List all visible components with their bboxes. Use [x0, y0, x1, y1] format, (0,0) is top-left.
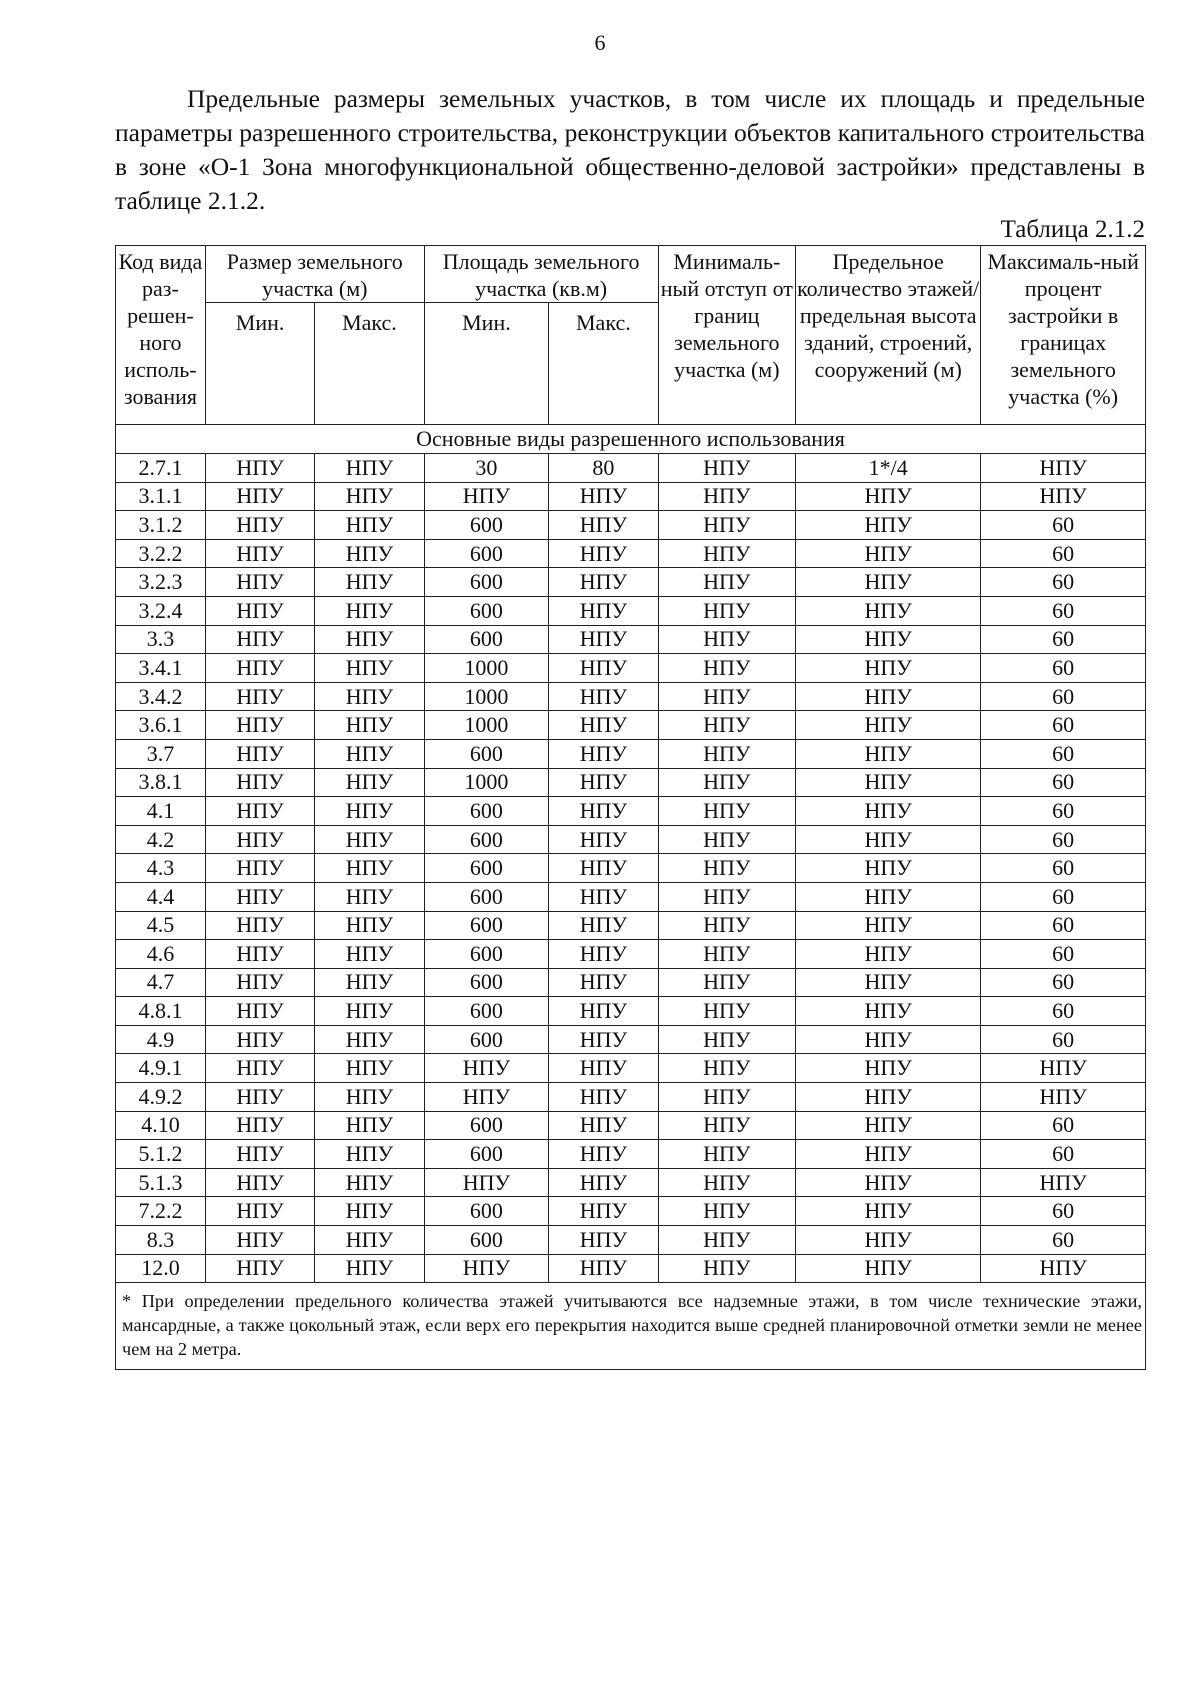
- table-body: [116, 425, 1146, 1283]
- header-row-main: [116, 246, 1146, 303]
- table-row: [116, 1111, 1146, 1140]
- table-row: [116, 1054, 1146, 1083]
- header-setback: Минималь-ный отступ от границ земельного участка (м): [658, 246, 796, 425]
- cell-size-max: НПУ: [315, 1168, 424, 1197]
- cell-setback: НПУ: [658, 968, 796, 997]
- cell-size-max: НПУ: [315, 654, 424, 683]
- cell-area-max: НПУ: [549, 711, 658, 740]
- cell-area-max: НПУ: [549, 596, 658, 625]
- cell-floors: НПУ: [796, 739, 981, 768]
- cell-code: 4.5: [116, 911, 206, 940]
- cell-area-min: 600: [424, 625, 549, 654]
- cell-setback: НПУ: [658, 739, 796, 768]
- table-row: [116, 797, 1146, 826]
- cell-size-max: НПУ: [315, 511, 424, 540]
- cell-coverage: 60: [981, 539, 1146, 568]
- cell-code: 3.2.3: [116, 568, 206, 597]
- table-row: [116, 682, 1146, 711]
- cell-area-max: НПУ: [549, 797, 658, 826]
- cell-area-max: НПУ: [549, 1226, 658, 1255]
- table-footnote: * При определении предельного количества этажей учитываются все надземные этажи, в том числе технические этажи, мансардные, а также цокольный этаж, если верх его перекрытия находится выше средней планировочной отметки земли не менее чем на 2 метра.: [116, 1283, 1146, 1370]
- cell-setback: НПУ: [658, 454, 796, 483]
- cell-code: 3.2.2: [116, 539, 206, 568]
- cell-area-min: НПУ: [424, 1254, 549, 1283]
- cell-setback: НПУ: [658, 882, 796, 911]
- header-code: Код вида раз-решен-ного исполь-зования: [116, 246, 206, 425]
- cell-setback: НПУ: [658, 1140, 796, 1169]
- cell-floors: НПУ: [796, 797, 981, 826]
- cell-coverage: 60: [981, 625, 1146, 654]
- cell-floors: НПУ: [796, 1111, 981, 1140]
- table-row: [116, 882, 1146, 911]
- cell-size-max: НПУ: [315, 1025, 424, 1054]
- cell-setback: НПУ: [658, 997, 796, 1026]
- header-plot-size-min: Мин.: [205, 303, 314, 425]
- cell-area-max: НПУ: [549, 1025, 658, 1054]
- header-plot-size-max: Макс.: [315, 303, 424, 425]
- cell-setback: НПУ: [658, 1111, 796, 1140]
- cell-area-min: 600: [424, 997, 549, 1026]
- cell-area-min: 600: [424, 911, 549, 940]
- cell-area-max: НПУ: [549, 539, 658, 568]
- cell-area-min: 600: [424, 1197, 549, 1226]
- cell-size-min: НПУ: [205, 1054, 314, 1083]
- table-row: [116, 1025, 1146, 1054]
- cell-setback: НПУ: [658, 1025, 796, 1054]
- table-row: [116, 968, 1146, 997]
- cell-floors: НПУ: [796, 825, 981, 854]
- cell-area-max: НПУ: [549, 1054, 658, 1083]
- cell-size-min: НПУ: [205, 596, 314, 625]
- header-coverage: Максималь-ный процент застройки в границах земельного участка (%): [981, 246, 1146, 425]
- cell-floors: НПУ: [796, 768, 981, 797]
- cell-floors: НПУ: [796, 911, 981, 940]
- table-row: [116, 768, 1146, 797]
- cell-size-max: НПУ: [315, 1054, 424, 1083]
- cell-area-max: НПУ: [549, 682, 658, 711]
- cell-area-max: НПУ: [549, 1083, 658, 1112]
- cell-area-min: 1000: [424, 768, 549, 797]
- cell-area-min: НПУ: [424, 1054, 549, 1083]
- cell-size-min: НПУ: [205, 1140, 314, 1169]
- cell-size-min: НПУ: [205, 997, 314, 1026]
- cell-floors: НПУ: [796, 1025, 981, 1054]
- cell-code: 3.7: [116, 739, 206, 768]
- cell-coverage: 60: [981, 1025, 1146, 1054]
- cell-coverage: 60: [981, 739, 1146, 768]
- cell-area-max: НПУ: [549, 739, 658, 768]
- cell-setback: НПУ: [658, 682, 796, 711]
- cell-size-max: НПУ: [315, 1197, 424, 1226]
- cell-size-max: НПУ: [315, 1140, 424, 1169]
- cell-code: 3.2.4: [116, 596, 206, 625]
- cell-area-max: НПУ: [549, 625, 658, 654]
- cell-code: 3.1.1: [116, 482, 206, 511]
- cell-setback: НПУ: [658, 568, 796, 597]
- cell-size-max: НПУ: [315, 482, 424, 511]
- table-row: [116, 1168, 1146, 1197]
- cell-size-min: НПУ: [205, 482, 314, 511]
- cell-area-max: 80: [549, 454, 658, 483]
- cell-size-max: НПУ: [315, 454, 424, 483]
- cell-floors: НПУ: [796, 539, 981, 568]
- cell-area-max: НПУ: [549, 768, 658, 797]
- cell-size-min: НПУ: [205, 1197, 314, 1226]
- cell-area-min: 600: [424, 1111, 549, 1140]
- table-row: [116, 625, 1146, 654]
- cell-area-min: 600: [424, 739, 549, 768]
- table-row: [116, 911, 1146, 940]
- cell-code: 4.9.1: [116, 1054, 206, 1083]
- table-row: [116, 1197, 1146, 1226]
- cell-coverage: 60: [981, 654, 1146, 683]
- cell-coverage: НПУ: [981, 482, 1146, 511]
- cell-code: 3.4.1: [116, 654, 206, 683]
- cell-area-min: 30: [424, 454, 549, 483]
- cell-code: 12.0: [116, 1254, 206, 1283]
- cell-floors: НПУ: [796, 568, 981, 597]
- cell-coverage: НПУ: [981, 1083, 1146, 1112]
- cell-setback: НПУ: [658, 539, 796, 568]
- cell-setback: НПУ: [658, 1054, 796, 1083]
- cell-setback: НПУ: [658, 1083, 796, 1112]
- cell-coverage: 60: [981, 1226, 1146, 1255]
- header-plot-size: Размер земельного участка (м): [205, 246, 424, 303]
- cell-coverage: 60: [981, 1197, 1146, 1226]
- table-row: [116, 482, 1146, 511]
- cell-floors: НПУ: [796, 997, 981, 1026]
- cell-code: 4.6: [116, 940, 206, 969]
- cell-floors: НПУ: [796, 1054, 981, 1083]
- cell-size-min: НПУ: [205, 1083, 314, 1112]
- table-row: [116, 539, 1146, 568]
- table-row: [116, 511, 1146, 540]
- cell-size-min: НПУ: [205, 882, 314, 911]
- cell-size-min: НПУ: [205, 911, 314, 940]
- cell-code: 4.8.1: [116, 997, 206, 1026]
- cell-area-max: НПУ: [549, 1111, 658, 1140]
- cell-code: 4.9.2: [116, 1083, 206, 1112]
- cell-coverage: 60: [981, 682, 1146, 711]
- cell-area-max: НПУ: [549, 825, 658, 854]
- table-row: [116, 596, 1146, 625]
- cell-size-min: НПУ: [205, 625, 314, 654]
- cell-coverage: 60: [981, 1140, 1146, 1169]
- cell-coverage: НПУ: [981, 1168, 1146, 1197]
- cell-code: 4.4: [116, 882, 206, 911]
- cell-floors: НПУ: [796, 1168, 981, 1197]
- cell-area-min: 600: [424, 797, 549, 826]
- cell-coverage: 60: [981, 511, 1146, 540]
- cell-floors: НПУ: [796, 1254, 981, 1283]
- cell-area-max: НПУ: [549, 568, 658, 597]
- cell-coverage: 60: [981, 997, 1146, 1026]
- table-row: [116, 1083, 1146, 1112]
- cell-coverage: 60: [981, 797, 1146, 826]
- cell-size-min: НПУ: [205, 568, 314, 597]
- table-row: [116, 825, 1146, 854]
- cell-size-max: НПУ: [315, 911, 424, 940]
- cell-size-max: НПУ: [315, 739, 424, 768]
- cell-floors: НПУ: [796, 1197, 981, 1226]
- table-row: [116, 568, 1146, 597]
- cell-size-min: НПУ: [205, 539, 314, 568]
- cell-size-min: НПУ: [205, 682, 314, 711]
- cell-area-min: 1000: [424, 654, 549, 683]
- cell-coverage: 60: [981, 854, 1146, 883]
- cell-size-min: НПУ: [205, 1254, 314, 1283]
- cell-setback: НПУ: [658, 911, 796, 940]
- cell-size-min: НПУ: [205, 797, 314, 826]
- cell-code: 2.7.1: [116, 454, 206, 483]
- intro-paragraph: [115, 82, 1145, 218]
- cell-area-min: НПУ: [424, 1083, 549, 1112]
- cell-size-max: НПУ: [315, 797, 424, 826]
- cell-code: 7.2.2: [116, 1197, 206, 1226]
- cell-area-max: НПУ: [549, 511, 658, 540]
- cell-code: 5.1.2: [116, 1140, 206, 1169]
- cell-size-min: НПУ: [205, 1226, 314, 1255]
- cell-area-min: 1000: [424, 711, 549, 740]
- page-number: 6: [594, 30, 606, 55]
- cell-size-max: НПУ: [315, 682, 424, 711]
- cell-size-max: НПУ: [315, 1226, 424, 1255]
- header-plot-area-max: Макс.: [549, 303, 658, 425]
- cell-setback: НПУ: [658, 1226, 796, 1255]
- cell-size-min: НПУ: [205, 854, 314, 883]
- cell-size-min: НПУ: [205, 1111, 314, 1140]
- cell-floors: НПУ: [796, 511, 981, 540]
- cell-size-max: НПУ: [315, 1111, 424, 1140]
- cell-area-max: НПУ: [549, 1254, 658, 1283]
- table-row: [116, 1254, 1146, 1283]
- cell-code: 4.2: [116, 825, 206, 854]
- cell-setback: НПУ: [658, 1168, 796, 1197]
- cell-floors: НПУ: [796, 1083, 981, 1112]
- cell-coverage: 60: [981, 596, 1146, 625]
- cell-area-min: 600: [424, 596, 549, 625]
- cell-size-max: НПУ: [315, 596, 424, 625]
- cell-code: 4.3: [116, 854, 206, 883]
- cell-setback: НПУ: [658, 825, 796, 854]
- cell-area-min: 600: [424, 1140, 549, 1169]
- cell-setback: НПУ: [658, 768, 796, 797]
- cell-size-max: НПУ: [315, 940, 424, 969]
- cell-code: 3.8.1: [116, 768, 206, 797]
- cell-setback: НПУ: [658, 1197, 796, 1226]
- cell-coverage: 60: [981, 882, 1146, 911]
- table-row: [116, 711, 1146, 740]
- cell-size-max: НПУ: [315, 625, 424, 654]
- header-plot-area-min: Мин.: [424, 303, 549, 425]
- cell-size-max: НПУ: [315, 539, 424, 568]
- cell-setback: НПУ: [658, 711, 796, 740]
- cell-size-min: НПУ: [205, 1168, 314, 1197]
- footnote-row: [116, 1283, 1146, 1370]
- cell-size-min: НПУ: [205, 511, 314, 540]
- cell-floors: НПУ: [796, 654, 981, 683]
- intro-text: Предельные размеры земельных участков, в том числе их площадь и предельные параметры разрешенного строительства, реконструкции объектов капитального строительства в зоне «О-1 Зона многофункциональной общественно-деловой застройки» представлены в таблице 2.1.2.: [115, 84, 1145, 215]
- cell-setback: НПУ: [658, 511, 796, 540]
- cell-area-min: 600: [424, 854, 549, 883]
- cell-code: 3.3: [116, 625, 206, 654]
- cell-setback: НПУ: [658, 625, 796, 654]
- cell-setback: НПУ: [658, 596, 796, 625]
- cell-code: 4.7: [116, 968, 206, 997]
- cell-coverage: 60: [981, 825, 1146, 854]
- cell-coverage: НПУ: [981, 1054, 1146, 1083]
- table-caption: Таблица 2.1.2: [1000, 216, 1145, 243]
- cell-area-max: НПУ: [549, 997, 658, 1026]
- cell-floors: НПУ: [796, 596, 981, 625]
- cell-area-min: 600: [424, 882, 549, 911]
- cell-area-min: НПУ: [424, 1168, 549, 1197]
- cell-floors: НПУ: [796, 854, 981, 883]
- cell-area-min: 600: [424, 568, 549, 597]
- cell-size-max: НПУ: [315, 768, 424, 797]
- cell-area-max: НПУ: [549, 1140, 658, 1169]
- cell-coverage: 60: [981, 968, 1146, 997]
- cell-area-min: 600: [424, 539, 549, 568]
- table-row: [116, 654, 1146, 683]
- cell-code: 4.9: [116, 1025, 206, 1054]
- cell-setback: НПУ: [658, 1254, 796, 1283]
- table-row: [116, 997, 1146, 1026]
- cell-code: 3.4.2: [116, 682, 206, 711]
- table-row: [116, 940, 1146, 969]
- cell-size-min: НПУ: [205, 825, 314, 854]
- cell-floors: НПУ: [796, 1140, 981, 1169]
- table-row: [116, 1140, 1146, 1169]
- cell-size-min: НПУ: [205, 711, 314, 740]
- cell-floors: НПУ: [796, 682, 981, 711]
- cell-size-min: НПУ: [205, 940, 314, 969]
- cell-setback: НПУ: [658, 854, 796, 883]
- cell-size-max: НПУ: [315, 568, 424, 597]
- cell-size-max: НПУ: [315, 825, 424, 854]
- cell-area-min: 600: [424, 940, 549, 969]
- cell-coverage: 60: [981, 768, 1146, 797]
- cell-floors: НПУ: [796, 1226, 981, 1255]
- cell-area-max: НПУ: [549, 1168, 658, 1197]
- cell-area-max: НПУ: [549, 882, 658, 911]
- cell-coverage: 60: [981, 940, 1146, 969]
- table-row: [116, 854, 1146, 883]
- cell-setback: НПУ: [658, 940, 796, 969]
- cell-size-min: НПУ: [205, 1025, 314, 1054]
- cell-floors: НПУ: [796, 711, 981, 740]
- cell-size-max: НПУ: [315, 997, 424, 1026]
- table-row: [116, 454, 1146, 483]
- cell-setback: НПУ: [658, 482, 796, 511]
- cell-area-min: 1000: [424, 682, 549, 711]
- cell-area-max: НПУ: [549, 911, 658, 940]
- cell-code: 3.6.1: [116, 711, 206, 740]
- land-parameters-table: [115, 245, 1146, 1370]
- cell-area-min: НПУ: [424, 482, 549, 511]
- cell-coverage: 60: [981, 568, 1146, 597]
- table-container: [115, 245, 1146, 1370]
- cell-area-min: 600: [424, 1226, 549, 1255]
- cell-size-min: НПУ: [205, 654, 314, 683]
- cell-size-max: НПУ: [315, 854, 424, 883]
- cell-coverage: 60: [981, 911, 1146, 940]
- cell-floors: НПУ: [796, 968, 981, 997]
- cell-area-max: НПУ: [549, 968, 658, 997]
- section-row: [116, 425, 1146, 454]
- cell-area-max: НПУ: [549, 940, 658, 969]
- cell-code: 3.1.2: [116, 511, 206, 540]
- cell-size-min: НПУ: [205, 768, 314, 797]
- cell-coverage: НПУ: [981, 454, 1146, 483]
- cell-area-max: НПУ: [549, 1197, 658, 1226]
- cell-code: 4.10: [116, 1111, 206, 1140]
- cell-size-max: НПУ: [315, 1254, 424, 1283]
- section-label: Основные виды разрешенного использования: [116, 425, 1146, 454]
- cell-area-min: 600: [424, 1025, 549, 1054]
- cell-area-max: НПУ: [549, 854, 658, 883]
- cell-size-max: НПУ: [315, 711, 424, 740]
- cell-area-min: 600: [424, 825, 549, 854]
- cell-code: 8.3: [116, 1226, 206, 1255]
- cell-size-max: НПУ: [315, 1083, 424, 1112]
- cell-coverage: НПУ: [981, 1254, 1146, 1283]
- cell-size-min: НПУ: [205, 454, 314, 483]
- cell-setback: НПУ: [658, 654, 796, 683]
- cell-floors: НПУ: [796, 882, 981, 911]
- cell-floors: НПУ: [796, 625, 981, 654]
- header-floors: Предельное количество этажей/ предельная высота зданий, строений, сооружений (м): [796, 246, 981, 425]
- cell-area-max: НПУ: [549, 654, 658, 683]
- table-row: [116, 739, 1146, 768]
- cell-code: 4.1: [116, 797, 206, 826]
- cell-floors: НПУ: [796, 940, 981, 969]
- cell-coverage: 60: [981, 1111, 1146, 1140]
- cell-coverage: 60: [981, 711, 1146, 740]
- cell-area-max: НПУ: [549, 482, 658, 511]
- cell-setback: НПУ: [658, 797, 796, 826]
- cell-size-min: НПУ: [205, 968, 314, 997]
- cell-size-max: НПУ: [315, 968, 424, 997]
- cell-size-min: НПУ: [205, 739, 314, 768]
- header-plot-area: Площадь земельного участка (кв.м): [424, 246, 658, 303]
- cell-size-max: НПУ: [315, 882, 424, 911]
- cell-floors: НПУ: [796, 482, 981, 511]
- cell-code: 5.1.3: [116, 1168, 206, 1197]
- cell-floors: 1*/4: [796, 454, 981, 483]
- cell-area-min: 600: [424, 511, 549, 540]
- table-row: [116, 1226, 1146, 1255]
- cell-area-min: 600: [424, 968, 549, 997]
